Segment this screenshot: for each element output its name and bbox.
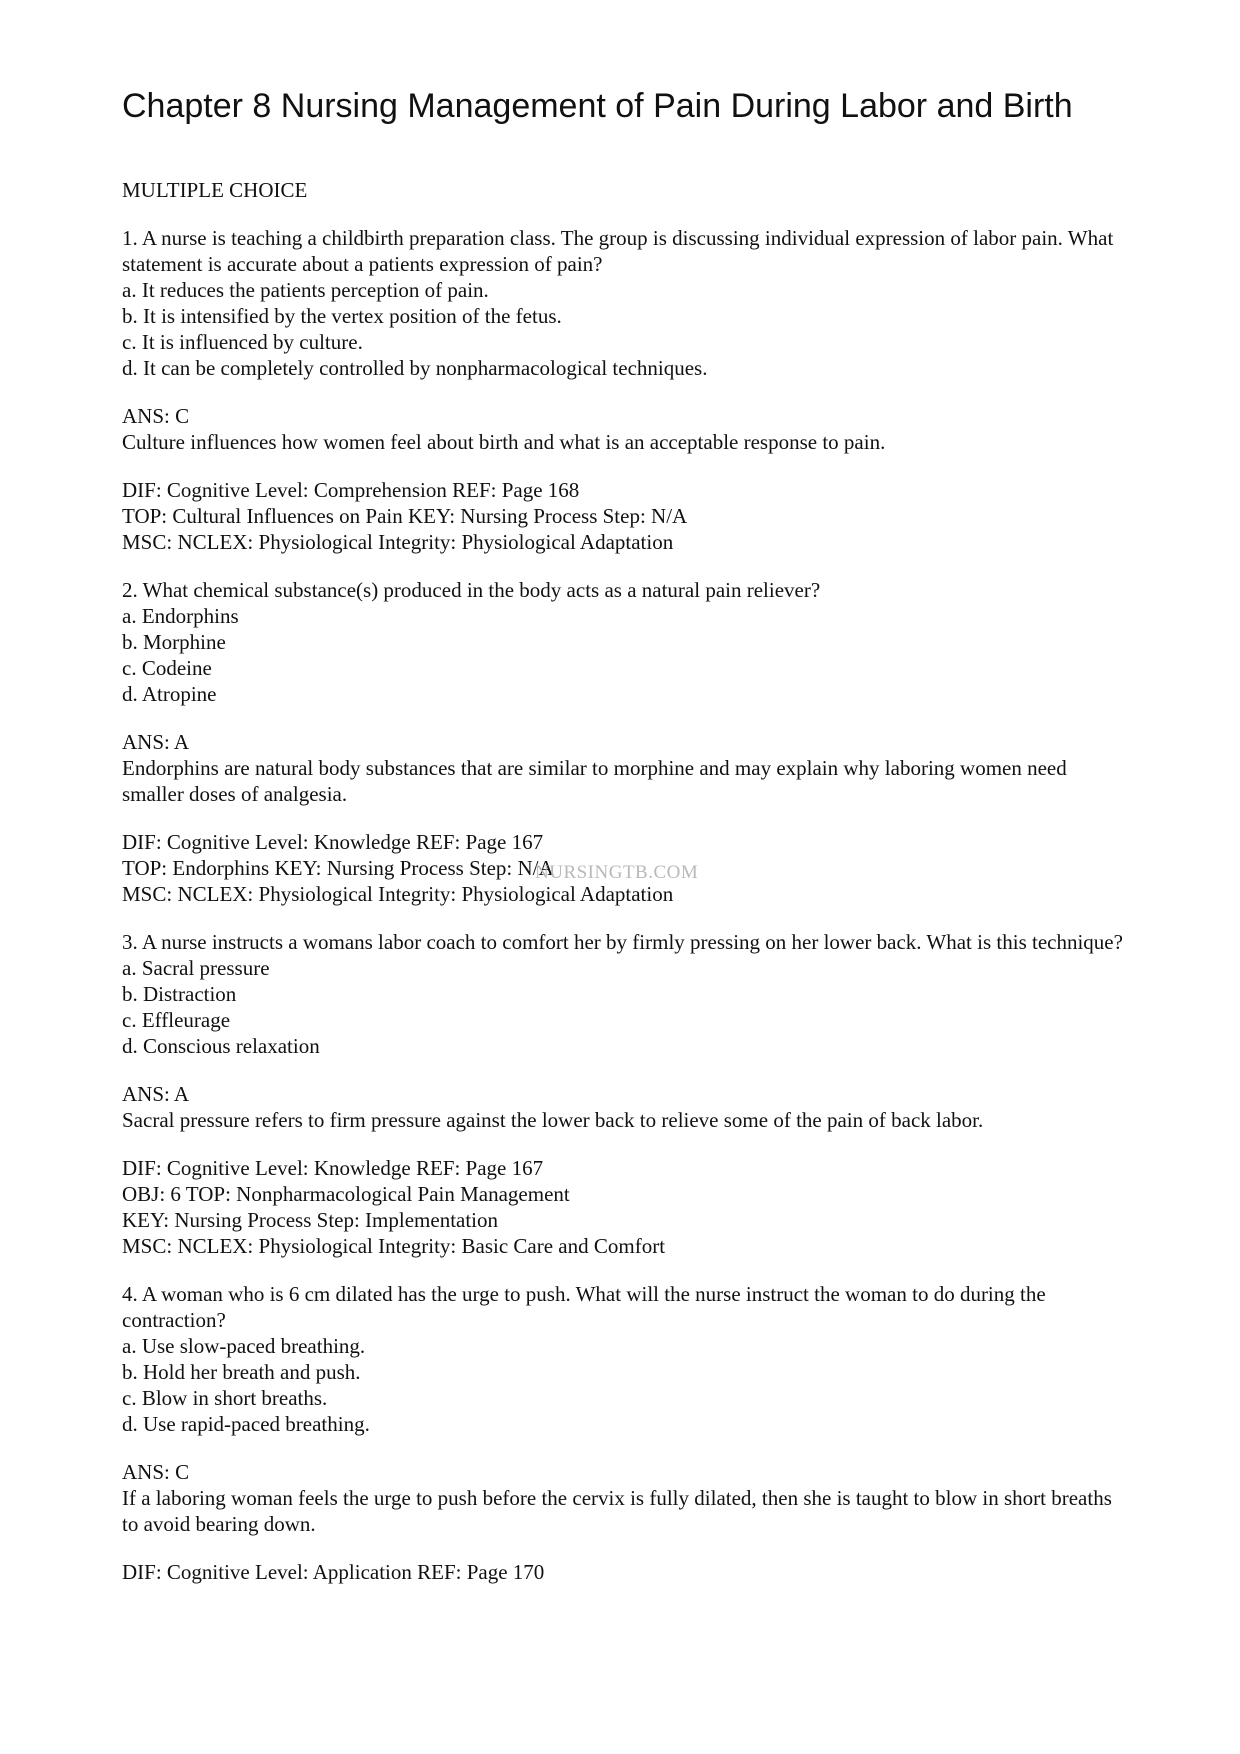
answer-rationale: Sacral pressure refers to firm pressure against the lower back to relieve some of the pain of back labor. xyxy=(122,1108,984,1132)
answer-option: d. Conscious relaxation xyxy=(122,1034,320,1058)
question-1 xyxy=(122,225,1132,577)
answer-option: a. Endorphins xyxy=(122,604,239,628)
question-meta: KEY: Nursing Process Step: Implementation xyxy=(122,1208,499,1232)
answer-key: ANS: C xyxy=(122,1460,190,1484)
answer-option: b. It is intensified by the vertex position of the fetus. xyxy=(122,304,562,328)
answer-option: a. It reduces the patients perception of pain. xyxy=(122,278,489,302)
answer-option: b. Morphine xyxy=(122,630,226,654)
answer-option: d. Atropine xyxy=(122,682,217,706)
question-4 xyxy=(122,1281,1132,1585)
question-meta: DIF: Cognitive Level: Comprehension REF: Page 168 xyxy=(122,478,580,502)
question-meta: MSC: NCLEX: Physiological Integrity: Physiological Adaptation xyxy=(122,882,674,906)
question-meta: DIF: Cognitive Level: Knowledge REF: Page 167 xyxy=(122,830,544,854)
question-stem: 4. A woman who is 6 cm dilated has the urge to push. What will the nurse instruct the woman to do during the contraction? xyxy=(122,1282,1046,1332)
question-meta: TOP: Endorphins KEY: Nursing Process Step: N/A xyxy=(122,856,554,880)
watermark: NURSINGTB.COM xyxy=(535,862,699,883)
answer-option: c. It is influenced by culture. xyxy=(122,330,363,354)
question-meta: DIF: Cognitive Level: Application REF: Page 170 xyxy=(122,1560,545,1584)
answer-option: a. Sacral pressure xyxy=(122,956,270,980)
answer-option: d. Use rapid-paced breathing. xyxy=(122,1412,370,1436)
question-meta: OBJ: 6 TOP: Nonpharmacological Pain Management xyxy=(122,1182,570,1206)
question-3 xyxy=(122,929,1132,1281)
answer-option: b. Hold her breath and push. xyxy=(122,1360,361,1384)
answer-rationale: Culture influences how women feel about birth and what is an acceptable response to pain. xyxy=(122,430,886,454)
answer-key: ANS: A xyxy=(122,1082,190,1106)
answer-key: ANS: A xyxy=(122,730,190,754)
answer-option: b. Distraction xyxy=(122,982,237,1006)
answer-option: c. Codeine xyxy=(122,656,212,680)
question-stem: 1. A nurse is teaching a childbirth preparation class. The group is discussing individual expression of labor pain. What statement is accurate about a patients expression of pain? xyxy=(122,226,1114,276)
answer-rationale: Endorphins are natural body substances that are similar to morphine and may explain why laboring women need smaller doses of analgesia. xyxy=(122,756,1067,806)
question-meta: TOP: Cultural Influences on Pain KEY: Nursing Process Step: N/A xyxy=(122,504,688,528)
answer-key: ANS: C xyxy=(122,404,190,428)
page-title: Chapter 8 Nursing Management of Pain During Labor and Birth xyxy=(122,87,1073,125)
question-stem: 2. What chemical substance(s) produced in the body acts as a natural pain reliever? xyxy=(122,578,821,602)
answer-option: c. Blow in short breaths. xyxy=(122,1386,328,1410)
answer-option: c. Effleurage xyxy=(122,1008,231,1032)
question-meta: DIF: Cognitive Level: Knowledge REF: Page 167 xyxy=(122,1156,544,1180)
question-meta: MSC: NCLEX: Physiological Integrity: Basic Care and Comfort xyxy=(122,1234,666,1258)
section-heading: MULTIPLE CHOICE xyxy=(122,178,308,202)
answer-rationale: If a laboring woman feels the urge to push before the cervix is fully dilated, then she is taught to blow in short breaths to avoid bearing down. xyxy=(122,1486,1112,1536)
question-meta: MSC: NCLEX: Physiological Integrity: Physiological Adaptation xyxy=(122,530,674,554)
answer-option: a. Use slow-paced breathing. xyxy=(122,1334,366,1358)
question-stem: 3. A nurse instructs a womans labor coach to comfort her by firmly pressing on her lower back. What is this technique? xyxy=(122,930,1123,954)
answer-option: d. It can be completely controlled by nonpharmacological techniques. xyxy=(122,356,708,380)
